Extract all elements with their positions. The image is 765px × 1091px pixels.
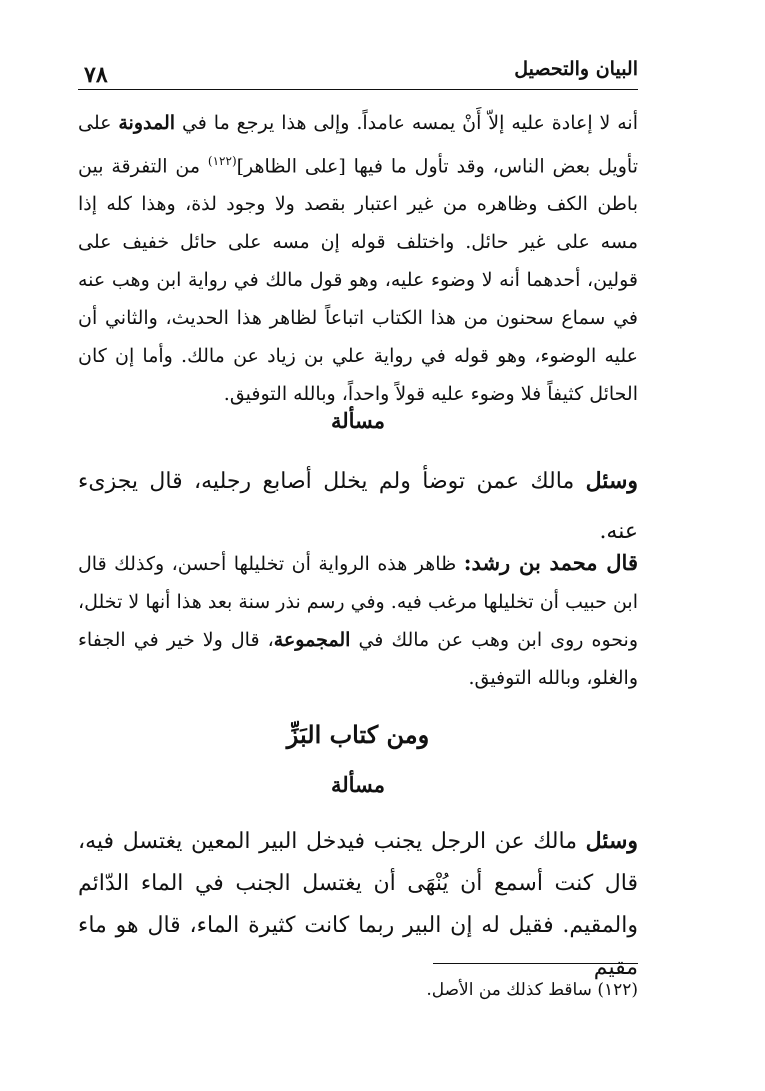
text-run: مالك عمن توضأ ولم يخلل أصابع رجليه، قال يجزىء عنه.: [78, 469, 638, 544]
page-number: ٧٨: [84, 62, 108, 88]
header-rule: [78, 89, 638, 90]
text-run: على تأويل بعض الناس، وقد تأول ما فيها [على الظاهر]: [78, 112, 638, 178]
commentator-lead: قال محمد بن رشد:: [463, 550, 638, 575]
text-run: ظاهر هذه الرواية أن تخليلها أحسن، وكذلك قال ابن حبيب أن تخليلها مرغب فيه. وفي رسم نذر سنة بعد هذا أنها لا تخلل، ونحوه روى ابن وهب عن مالك في: [78, 553, 638, 651]
section-heading-masala-1: مسألة: [330, 408, 386, 433]
question-lead: وسئل: [585, 468, 638, 494]
footnote-rule: [433, 963, 638, 964]
source-title-majmua: المجموعة: [273, 629, 351, 651]
question-lead: وسئل: [585, 828, 638, 854]
commentary-paragraph-1: [78, 104, 638, 413]
chapter-heading: ومن كتاب البَزِّ: [286, 720, 430, 749]
text-run: من التفرقة بين باطن الكف وظاهره من غير اعتبار بقصد ولا وجود لذة، وهذا كله إذا مسه على غير حائل. واختلف قوله إن مسه على حائل خفيف على قولين، أحدهما أنه لا وضوء عليه، وهو قول مالك في رواية ابن وهب عنه في سماع سحنون من هذا الكتاب اتباعاً لظاهر هذا الحديث، والثاني أن عليه الوضوء، وهو قوله في رواية علي بن زياد عن مالك. وأما إن كان الحائل كثيفاً فلا وضوء عليه قولاً واحداً، وبالله التوفيق.: [78, 155, 638, 406]
footnote: (١٢٢) ساقط كذلك من الأصل.: [426, 980, 638, 1000]
page-header: [78, 52, 638, 90]
section-heading-masala-2: مسألة: [330, 772, 386, 797]
text-run: مالك عن الرجل يجنب فيدخل البير المعين يغتسل فيه، قال كنت أسمع أن يُنْهَى أن يغتسل الجنب في الماء الدّائم والمقيم. فقيل له إن البير ربما كانت كثيرة الماء، قال هو ماء مقيم: [78, 829, 638, 980]
footnote-marker: (١٢٢): [207, 154, 237, 168]
text-run: ، قال ولا خير في الجفاء والغلو، وبالله التوفيق.: [78, 629, 638, 689]
commentary-paragraph-2: [78, 544, 638, 697]
question-paragraph-1: [78, 456, 638, 557]
running-title: البيان والتحصيل: [514, 58, 638, 80]
source-title-mudawwana: المدونة: [118, 112, 176, 134]
text-run: أنه لا إعادة عليه إلاّ أَنْ يمسه عامداً. وإلى هذا يرجع ما في: [175, 112, 638, 134]
